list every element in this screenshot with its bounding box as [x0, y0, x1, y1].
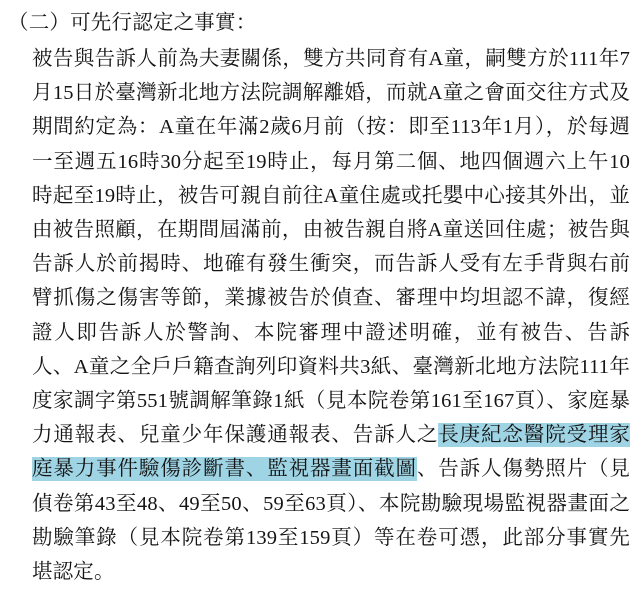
paragraph-segment-1: 被告與告訴人前為夫妻關係，雙方共同育有A童，嗣雙方於111年7月15日於臺灣新北地方法院調解離婚，而就A童之會面交往方式及期間約定為：A童在年滿2歲6月前（按：即至113年1月），於每週一至週五16時30分起至19時止，每月第二個、地四個週六上午10時起至19時止，被告可親自前往A童住處或托嬰中心接其外出，並由被告照顧，在期間屆滿前，由被告親自將A童送回住處；被告與告訴人於前揭時、地確有發生衝突，而告訴人受有左手背與右前臂抓傷之傷害等節，業據被告於偵查、審理中均坦認不諱，復經證人即告訴人於警詢、本院審理中證述明確，並有被告、告訴人、A童之全戶戶籍查詢列印資料共3紙、臺灣新北地方法院111年度家調字第551號調解筆錄1紙（見本院卷第161至167頁）、家庭暴力通報表、兒童少年保護通報表、告訴人之 — [32, 48, 630, 447]
highlighted-text: 長庚紀念醫院受理家庭暴力事件驗傷診斷書、監視器畫面截圖 — [32, 424, 630, 481]
paragraph-segment-2: 、告訴人傷勢照片（見偵卷第43至48、49至50、59至63頁）、本院勘驗現場監視器畫面之勘驗筆錄（見本院卷第139至159頁）等在卷可憑，此部分事實先堪認定。 — [32, 458, 631, 584]
section-heading: （二）可先行認定之事實： — [8, 12, 257, 34]
body-paragraph — [8, 42, 630, 589]
